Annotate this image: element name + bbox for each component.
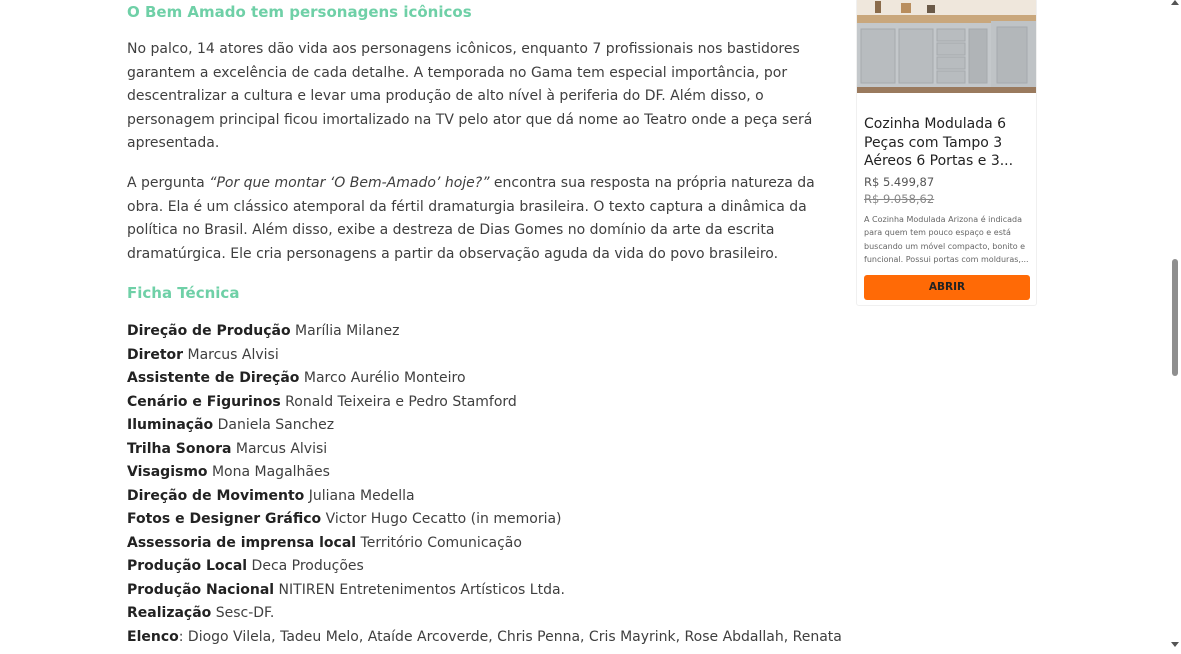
credit-item bbox=[127, 462, 330, 482]
credit-name: Marília Milanez bbox=[290, 323, 400, 339]
credit-name: Território Comunicação bbox=[356, 535, 522, 551]
product-description: A Cozinha Modulada Arizona é indicada para quem tem pouco espaço e está buscando um móvel compacto, bonito e funcional. Possui portas com molduras,... bbox=[864, 215, 1029, 264]
credit-role: Realização bbox=[127, 605, 212, 621]
credit-name: Marcus Alvisi bbox=[183, 347, 279, 363]
credit-item bbox=[127, 439, 327, 459]
product-image[interactable] bbox=[857, 0, 1037, 93]
credit-name: Victor Hugo Cecatto (in memoria) bbox=[321, 511, 562, 527]
article-paragraph-1: No palco, 14 atores dão vida aos personagens icônicos, enquanto 7 profissionais nos bastidores garantem a excelência de cada detalhe. A temporada no Gama tem especial importância, por descentralizar a cultura e levar uma produção de alto nível à periferia do DF. Além disso, o personagem principal ficou imortalizado na TV pelo ator que dá nome ao Teatro onde a peça será apresentada. bbox=[127, 41, 813, 151]
credit-name: Deca Produções bbox=[247, 558, 364, 574]
credit-name: Marco Aurélio Monteiro bbox=[299, 370, 466, 386]
credit-name: Juliana Medella bbox=[304, 488, 415, 504]
credit-role: Diretor bbox=[127, 347, 184, 363]
credit-name: Marcus Alvisi bbox=[231, 441, 328, 457]
credit-role: Direção de Produção bbox=[127, 323, 291, 339]
credit-item bbox=[127, 580, 565, 600]
credit-role: Trilha Sonora bbox=[127, 441, 232, 457]
scroll-down-arrow-icon[interactable] bbox=[1171, 642, 1179, 647]
credit-role: Produção Nacional bbox=[127, 582, 275, 598]
credit-item bbox=[127, 603, 274, 623]
product-price: R$ 5.499,87 bbox=[864, 175, 935, 189]
scroll-up-arrow-icon[interactable] bbox=[1171, 0, 1179, 5]
credit-role: Fotos e Designer Gráfico bbox=[127, 511, 322, 527]
credit-name: : Diogo Vilela, Tadeu Melo, Ataíde Arcoverde, Chris Penna, Cris Mayrink, Rose Abdallah, Renata bbox=[178, 629, 842, 645]
credit-role: Produção Local bbox=[127, 558, 248, 574]
sidebar-ad-card[interactable] bbox=[856, 0, 1037, 306]
article-paragraph-2 bbox=[127, 172, 827, 266]
kitchen-cabinet-image bbox=[857, 0, 1037, 93]
credit-name: Ronald Teixeira e Pedro Stamford bbox=[280, 394, 517, 410]
credit-name: NITIREN Entretenimentos Artísticos Ltda. bbox=[274, 582, 565, 598]
credit-item bbox=[127, 486, 415, 506]
paragraph-2-prefix: A pergunta bbox=[127, 175, 210, 191]
paragraph-2-quote: “Por que montar ‘O Bem-Amado’ hoje?” bbox=[209, 175, 490, 191]
credit-item bbox=[127, 556, 364, 576]
open-product-button[interactable]: ABRIR bbox=[864, 275, 1030, 300]
credit-role: Cenário e Figurinos bbox=[127, 394, 281, 410]
credit-role: Assistente de Direção bbox=[127, 370, 300, 386]
credit-name: Sesc-DF. bbox=[211, 605, 275, 621]
credit-item bbox=[127, 533, 522, 553]
section-heading-ficha-tecnica: Ficha Técnica bbox=[127, 284, 240, 302]
credit-item bbox=[127, 627, 842, 647]
credit-role: Elenco bbox=[127, 629, 179, 645]
credit-item bbox=[127, 345, 279, 365]
product-old-price: R$ 9.058,62 bbox=[864, 192, 935, 206]
credit-item bbox=[127, 368, 466, 388]
credit-item bbox=[127, 321, 399, 341]
section-heading-personagens: O Bem Amado tem personagens icônicos bbox=[127, 3, 472, 21]
vertical-scrollbar[interactable] bbox=[1169, 0, 1181, 654]
credit-role: Visagismo bbox=[127, 464, 208, 480]
credit-item bbox=[127, 392, 517, 412]
credit-role: Assessoria de imprensa local bbox=[127, 535, 357, 551]
product-title[interactable]: Cozinha Modulada 6 Peças com Tampo 3 Aéreos 6 Portas e 3... bbox=[864, 116, 1014, 169]
credit-role: Iluminação bbox=[127, 417, 214, 433]
paragraph-2-suffix: encontra sua resposta na própria natureza da obra. Ela é um clássico atemporal da fértil dramaturgia brasileira. O texto captura a dinâmica da política no Brasil. Além disso, exibe a destreza de Dias Gomes no domínio da arte da escrita dramatúrgica. Ele cria personagens a partir da observação aguda da vida do povo brasileiro. bbox=[127, 175, 815, 262]
credit-item bbox=[127, 509, 562, 529]
credit-name: Daniela Sanchez bbox=[213, 417, 335, 433]
credit-role: Direção de Movimento bbox=[127, 488, 305, 504]
scroll-thumb[interactable] bbox=[1172, 259, 1178, 376]
credit-name: Mona Magalhães bbox=[207, 464, 330, 480]
credit-item bbox=[127, 415, 334, 435]
